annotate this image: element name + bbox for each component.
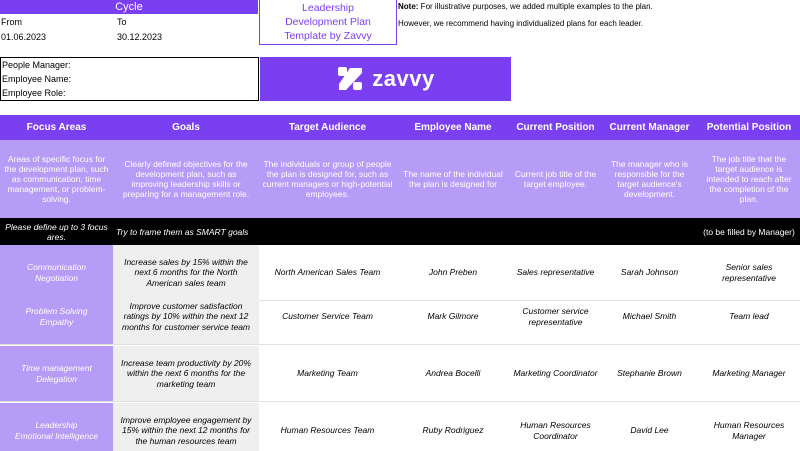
focus-area-cell[interactable]	[0, 289, 113, 344]
people-manager-label[interactable]: People Manager:	[2, 60, 71, 70]
table-hint-row	[0, 218, 800, 245]
hint-cell	[510, 218, 601, 245]
employee-role-label[interactable]: Employee Role:	[2, 88, 66, 98]
table-row[interactable]	[0, 289, 800, 345]
current-position-cell[interactable]: Sales representative	[516, 267, 595, 278]
potential-position-cell[interactable]: Human Resources Manager	[713, 420, 785, 441]
hint-cell	[396, 218, 510, 245]
plan-title-line: Template by Zavvy	[284, 30, 372, 42]
description-cell: The name of the individual the plan is designed for	[403, 169, 503, 189]
table-header-row	[0, 115, 800, 140]
focus-area-line: Problem Solving	[25, 306, 88, 316]
employee-cell[interactable]: Mark Gilmore	[427, 311, 479, 322]
focus-area-line: Communication	[26, 262, 87, 272]
table-row[interactable]	[0, 403, 800, 451]
plan-title-line: Leadership	[302, 2, 354, 14]
manager-cell[interactable]: Sarah Johnson	[620, 267, 679, 278]
header-current-manager: Current Manager	[609, 122, 690, 133]
focus-area-line: Leadership	[35, 420, 78, 430]
potential-position-cell[interactable]: Marketing Manager	[712, 368, 786, 379]
description-cell: The individuals or group of people the plan is designed for, such as current managers or high-potential employees.	[262, 159, 393, 199]
hint-cell: Please define up to 3 focus ares.	[5, 221, 108, 242]
audience-cell[interactable]: Customer Service Team	[282, 311, 373, 322]
employee-cell[interactable]: Ruby Rodriguez	[422, 425, 484, 436]
zavvy-logo-icon	[336, 65, 364, 93]
note-text: For illustrative purposes, we added multiple examples to the plan.	[418, 2, 653, 11]
header-goals: Goals	[172, 122, 200, 133]
goal-cell[interactable]: Improve employee engagement by 15% within the next 12 months for the human resources team	[113, 403, 259, 451]
note-recommendation: However, we recommend having individualized plans for each leader.	[398, 19, 644, 28]
header-potential-position: Potential Position	[706, 122, 792, 133]
current-position-cell[interactable]: Customer service representative	[522, 306, 589, 327]
employee-name-label[interactable]: Employee Name:	[2, 74, 72, 84]
to-date[interactable]: 30.12.2023	[117, 32, 163, 42]
header-target-audience: Target Audience	[288, 122, 367, 133]
plan-title	[259, 0, 397, 45]
manager-cell[interactable]: Michael Smith	[622, 311, 677, 322]
description-cell: Clearly defined objectives for the development plan, such as improving leadership skills or preparing for a management role.	[122, 159, 250, 199]
description-cell: The job title that the target audience is intended to reach after the completion of the plan.	[706, 154, 792, 204]
goal-cell[interactable]: Improve customer satisfaction ratings by 10% within the next 12 months for customer service team	[113, 289, 259, 344]
plan-title-line: Development Plan	[285, 16, 371, 28]
employee-cell[interactable]: John Preben	[428, 267, 478, 278]
from-date[interactable]: 01.06.2023	[1, 32, 47, 42]
from-label: From	[1, 17, 22, 27]
focus-area-line: Emotional Intelligence	[14, 430, 99, 441]
hint-cell	[601, 218, 698, 245]
potential-position-cell[interactable]: Senior sales representative	[722, 262, 776, 283]
description-cell: The manager who is responsible for the target audience's development.	[610, 159, 688, 199]
focus-area-cell[interactable]	[0, 346, 113, 401]
description-cell: Current job title of the target employee.	[514, 169, 597, 189]
cycle-header: Cycle	[0, 0, 258, 14]
hint-cell: (to be filled by Manager)	[703, 226, 795, 237]
manager-cell[interactable]: Stephanie Brown	[617, 368, 682, 379]
goal-cell[interactable]: Increase sales by 15% within the next 6 months for the North American sales team	[113, 245, 259, 300]
focus-area-line: Delegation	[36, 373, 77, 384]
current-position-cell[interactable]: Marketing Coordinator	[513, 368, 598, 379]
employee-cell[interactable]: Andrea Bocelli	[425, 368, 481, 379]
header-focus-areas: Focus Areas	[26, 122, 87, 133]
note-label: Note:	[398, 2, 419, 11]
zavvy-logo	[260, 57, 511, 101]
hint-cell: Try to frame them as SMART goals	[116, 226, 249, 237]
focus-area-line: Negotiation	[34, 272, 78, 283]
note	[398, 2, 653, 12]
audience-cell[interactable]: Marketing Team	[297, 368, 358, 379]
header-current-position: Current Position	[516, 122, 595, 133]
hint-cell	[259, 218, 396, 245]
employee-info-box	[0, 57, 259, 101]
zavvy-logo-text: zavvy	[372, 66, 435, 91]
manager-cell[interactable]: David Lee	[630, 425, 669, 436]
focus-area-line: Time management	[21, 363, 92, 373]
to-label: To	[117, 17, 127, 27]
table-description-row	[0, 140, 800, 218]
goal-cell[interactable]: Increase team productivity by 20% within the next 6 months for the marketing team	[113, 346, 259, 401]
description-cell: Areas of specific focus for the development plan, such as communication, time management, or problem-solving.	[4, 154, 109, 204]
focus-area-cell[interactable]	[0, 403, 113, 451]
current-position-cell[interactable]: Human Resources Coordinator	[520, 420, 591, 441]
table-row[interactable]	[0, 346, 800, 402]
header-employee-name: Employee Name	[414, 122, 492, 133]
audience-cell[interactable]: North American Sales Team	[274, 267, 381, 278]
potential-position-cell[interactable]: Team lead	[729, 311, 769, 322]
audience-cell[interactable]: Human Resources Team	[280, 425, 375, 436]
focus-area-line: Empathy	[39, 316, 74, 327]
